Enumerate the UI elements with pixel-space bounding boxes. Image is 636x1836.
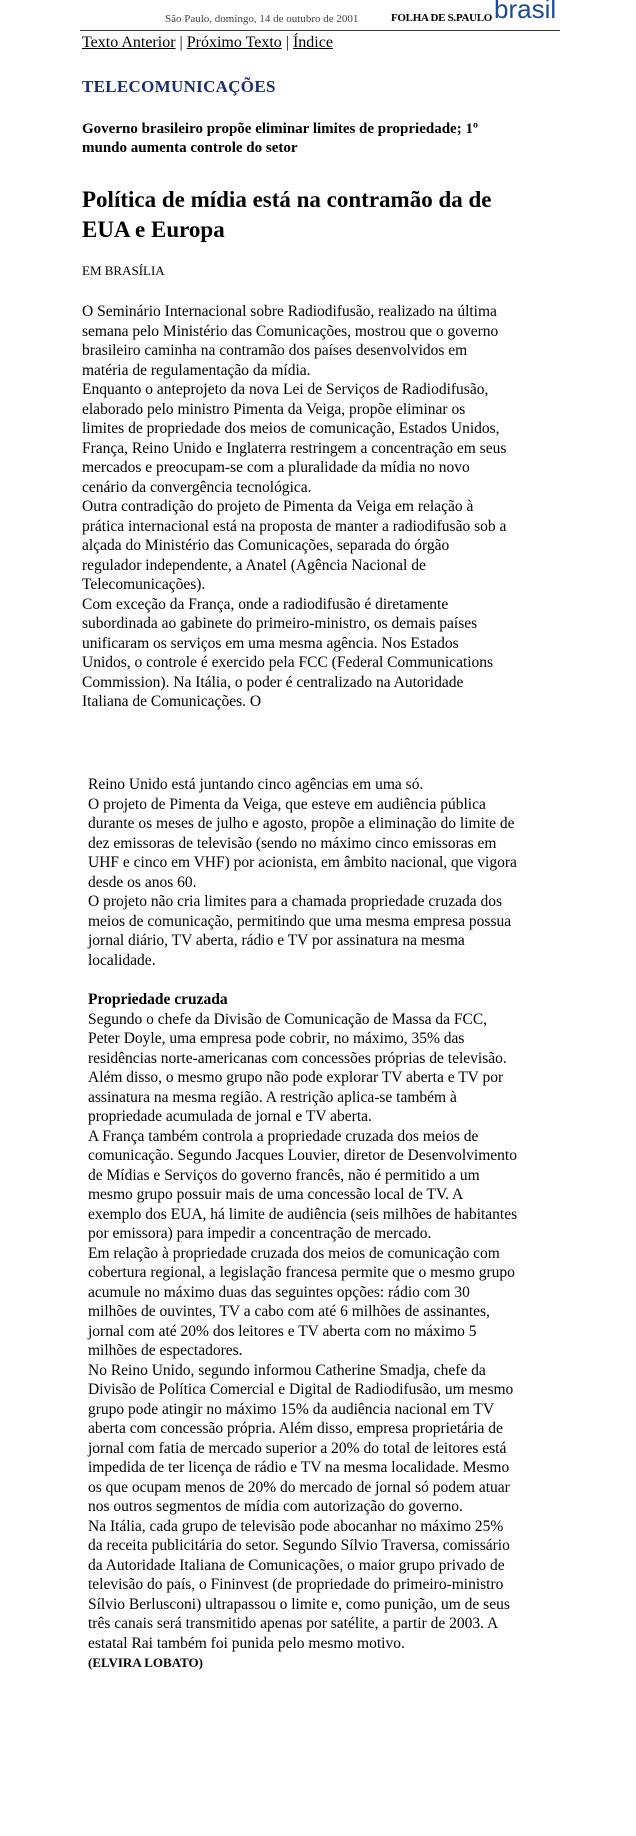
paragraph: Com exceção da França, onde a radiodifusão é diretamente subordinada ao gabinete do primeiro-ministro, os demais países unificaram os serviços em uma mesma agência. Nos Estados Unidos, o controle é exercido pela FCC (Federal Communications Commission). Na Itália, o poder é centralizado na Autoridade Italiana de Comunicações. O <box>82 595 494 710</box>
next-text-link[interactable]: Próximo Texto <box>186 34 282 51</box>
paragraph: Enquanto o anteprojeto da nova Lei de Serviços de Radiodifusão, elaborado pelo ministro Pimenta da Veiga, propõe eliminar os limites de propriedade dos meios de comunicação, Estados Unidos, França, Reino Unido e Inglaterra restringem a concentração em seus mercados e preocupam-se com a pluralidade da mídia no novo cenário da convergência tecnológica. <box>82 381 507 496</box>
article-headline: Política de mídia está na contramão da de EUA e Europa <box>82 187 492 242</box>
article-navigation <box>82 34 333 52</box>
byline: (ELVIRA LOBATO) <box>88 1655 203 1670</box>
article-dateline: EM BRASÍLIA <box>82 263 165 278</box>
section-title: TELECOMUNICAÇÕES <box>82 77 276 96</box>
paragraph: Na Itália, cada grupo de televisão pode abocanhar no máximo 25% da receita publicitária do setor. Segundo Sílvio Traversa, comissário da Autoridade Italiana de Comunicações, o maior grupo privado de televisão do país, o Fininvest (de propriedade do primeiro-ministro Sílvio Berlusconi) ultrapassou o limite e, como punição, um de seus três canais será transmitido apenas por satélite, a partir de 2003. A estatal Rai também foi punida pelo mesmo motivo. <box>88 1517 510 1652</box>
index-link[interactable]: Índice <box>292 34 333 51</box>
paragraph: Segundo o chefe da Divisão de Comunicação de Massa da FCC, Peter Doyle, uma empresa pode cobrir, no máximo, 35% das residências norte-americanas com concessões próprias de televisão. Além disso, o mesmo grupo não pode explorar TV aberta e TV por assinatura na mesma região. A restrição aplica-se também à propriedade acumulada de jornal e TV aberta. <box>88 1010 507 1125</box>
newspaper-logo[interactable]: FOLHA DE S.PAULO <box>391 12 493 24</box>
previous-text-link[interactable]: Texto Anterior <box>82 34 176 51</box>
paragraph: Outra contradição do projeto de Pimenta da Veiga em relação à prática internacional está na proposta de manter a radiodifusão sob a alçada do Ministério das Comunicações, separada do órgão regulador independente, a Anatel (Agência Nacional de Telecomunicações). <box>82 498 507 593</box>
masthead <box>80 0 560 31</box>
nav-separator: | <box>179 34 183 51</box>
section-logo[interactable]: brasil <box>494 0 557 24</box>
article-body-part-2 <box>88 775 518 1673</box>
article-body-part-1 <box>82 302 507 712</box>
paragraph: Em relação à propriedade cruzada dos meios de comunicação com cobertura regional, a legislação francesa permite que o mesmo grupo acumule no máximo duas das seguintes opções: rádio com 30 milhões de ouvintes, TV a cabo com até 6 milhões de assinantes, jornal com até 20% dos leitores e TV aberta com no máximo 5 milhões de espectadores. <box>88 1244 515 1359</box>
edition-date: São Paulo, domingo, 14 de outubro de 2001 <box>165 13 359 25</box>
article-subhead: Governo brasileiro propõe eliminar limites de propriedade; 1º mundo aumenta controle do setor <box>82 121 478 156</box>
paragraph: O projeto de Pimenta da Veiga, que esteve em audiência pública durante os meses de julho e agosto, propõe a eliminação do limite de dez emissoras de televisão (sendo no máximo cinco emissoras em UHF e cinco em VHF) por acionista, em âmbito nacional, que vigora desde os anos 60. <box>88 795 517 891</box>
paragraph: Reino Unido está juntando cinco agências em uma só. <box>88 776 424 793</box>
paragraph: A França também controla a propriedade cruzada dos meios de comunicação. Segundo Jacques Louvier, diretor de Desenvolvimento de Mídias e Serviços do governo francês, não é permitido a um mesmo grupo possuir mais de uma concessão local de TV. A exemplo dos EUA, há limite de audiência (seis milhões de habitantes por emissora) para impedir a concentração de mercado. <box>88 1127 518 1242</box>
crosshead: Propriedade cruzada <box>88 991 228 1008</box>
paragraph: O projeto não cria limites para a chamada propriedade cruzada dos meios de comunicação, permitindo que uma mesma empresa possua jornal diário, TV aberta, rádio e TV por assinatura na mesma localidade. <box>88 893 512 969</box>
nav-separator: | <box>285 34 289 51</box>
paragraph: O Seminário Internacional sobre Radiodifusão, realizado na última semana pelo Ministério das Comunicações, mostrou que o governo brasileiro caminha na contramão dos países desenvolvidos em matéria de regulamentação da mídia. <box>82 303 499 379</box>
paragraph: No Reino Unido, segundo informou Catherine Smadja, chefe da Divisão de Política Comercial e Digital de Radiodifusão, um mesmo grupo pode atingir no máximo 15% da audiência nacional em TV aberta com concessão própria. Além disso, empresa proprietária de jornal com fatia de mercado superior a 20% do total de leitores está impedida de ter licença de rádio e TV na mesma localidade. Mesmo os que ocupam menos de 20% do mercado de jornal só podem atuar nos outros segmentos de mídia com autorização do governo. <box>88 1361 514 1515</box>
